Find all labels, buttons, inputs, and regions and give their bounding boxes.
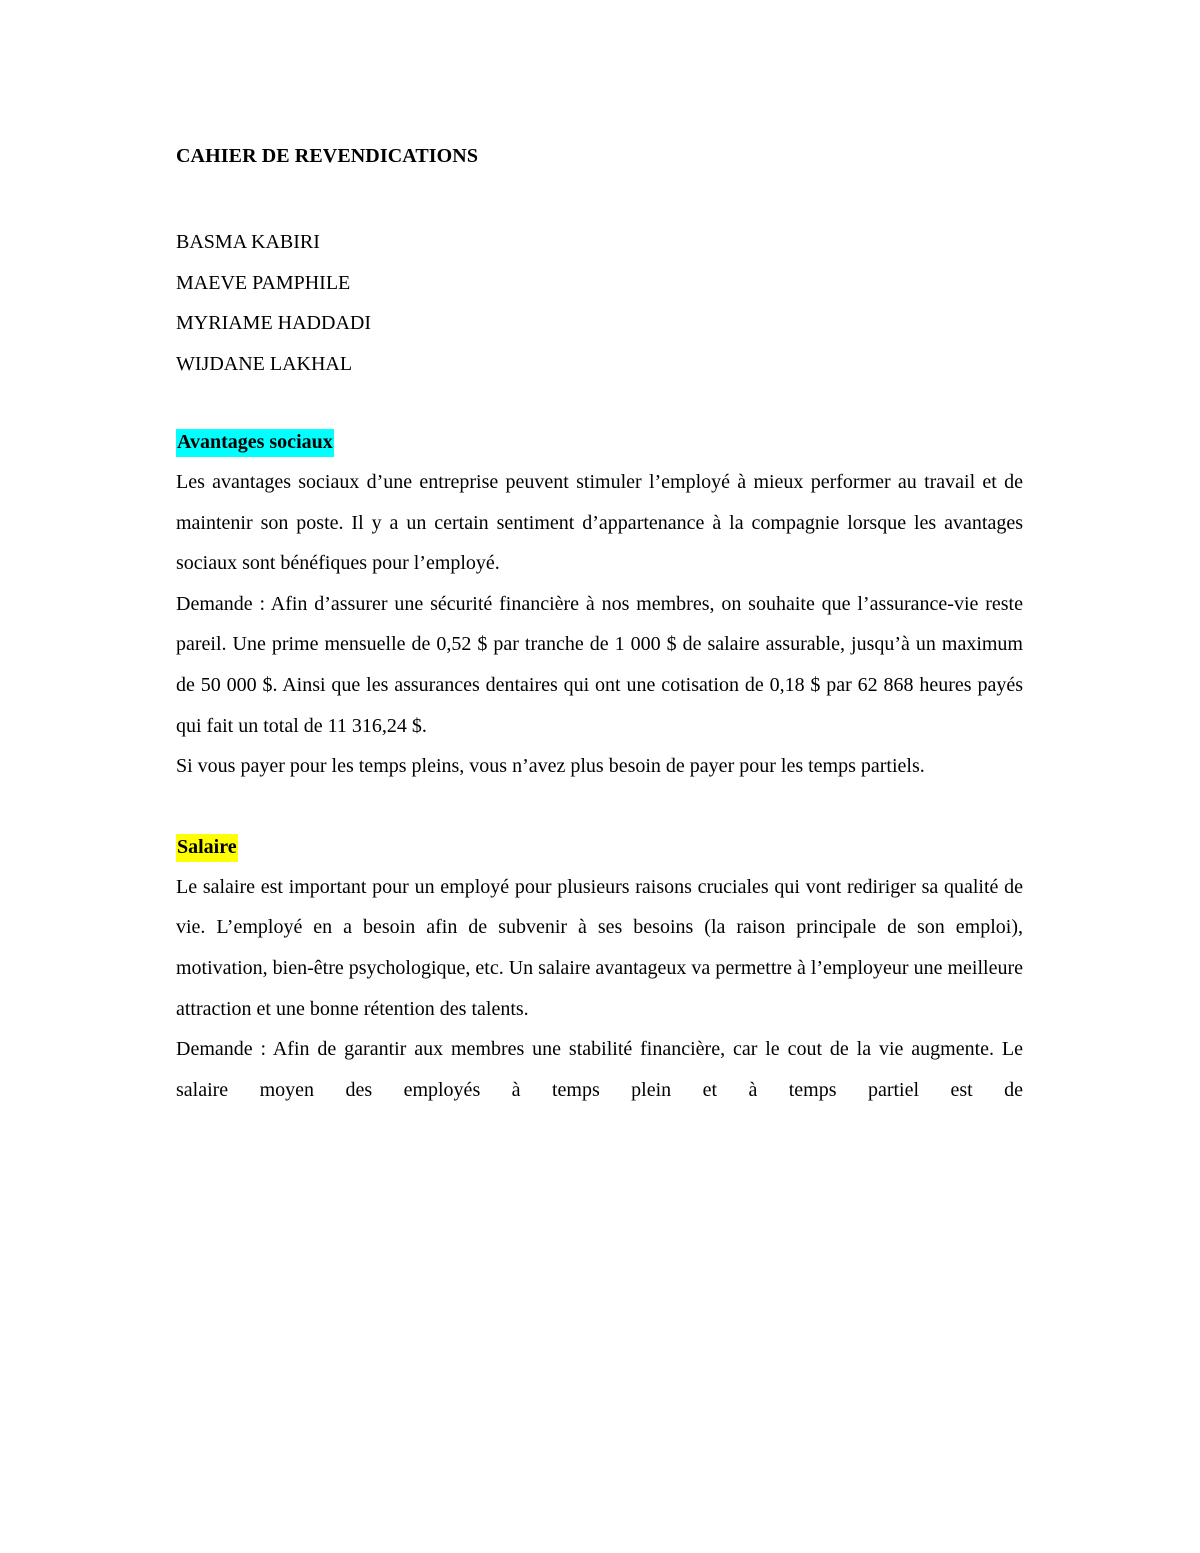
document-title: CAHIER DE REVENDICATIONS bbox=[176, 145, 479, 167]
highlighted-heading-text: Salaire bbox=[176, 834, 238, 862]
author-name: BASMA KABIRI bbox=[176, 231, 320, 253]
highlighted-heading-text: Avantages sociaux bbox=[176, 429, 334, 457]
document-body bbox=[176, 140, 1023, 1110]
author-name: MYRIAME HADDADI bbox=[176, 312, 371, 334]
author-list bbox=[176, 222, 1023, 384]
section-heading-salaire bbox=[176, 827, 1023, 867]
paragraph-avantages-intro: Les avantages sociaux d’une entreprise peuvent stimuler l’employé à mieux performer au travail et de maintenir son poste. Il y a un certain sentiment d’appartenance à la compagnie lorsque les avantages sociaux sont bénéfiques pour l’employé. bbox=[176, 471, 1023, 575]
author-name: WIJDANE LAKHAL bbox=[176, 352, 353, 375]
author-name: MAEVE PAMPHILE bbox=[176, 271, 351, 294]
section-heading-avantages-sociaux bbox=[176, 422, 1023, 462]
paragraph-salaire-intro: Le salaire est important pour un employé pour plusieurs raisons cruciales qui vont rediriger sa qualité de vie. L’employé en a besoin afin de subvenir à ses besoins (la raison principale de son emploi), motivation, bien-être psychologique, etc. Un salaire avantageux va permettre à l’employeur une meilleure attraction et une bonne rétention des talents. bbox=[176, 875, 1023, 1020]
paragraph-avantages-demande: Demande : Afin d’assurer une sécurité financière à nos membres, on souhaite que l’assurance-vie reste pareil. Une prime mensuelle de 0,52 $ par tranche de 1 000 $ de salaire assurable, jusqu’à un maximum de 50 000 $. Ainsi que les assurances dentaires qui ont une cotisation de 0,18 $ par 62 868 heures payés qui fait un total de 11 316,24 $. bbox=[176, 592, 1023, 737]
paragraph-avantages-note: Si vous payer pour les temps pleins, vous n’avez plus besoin de payer pour les temps partiels. bbox=[176, 755, 925, 778]
paragraph-salaire-demande: Demande : Afin de garantir aux membres une stabilité financière, car le cout de la vie augmente. Le salaire moyen des employés à temps plein et à temps partiel est de bbox=[176, 1038, 1023, 1101]
